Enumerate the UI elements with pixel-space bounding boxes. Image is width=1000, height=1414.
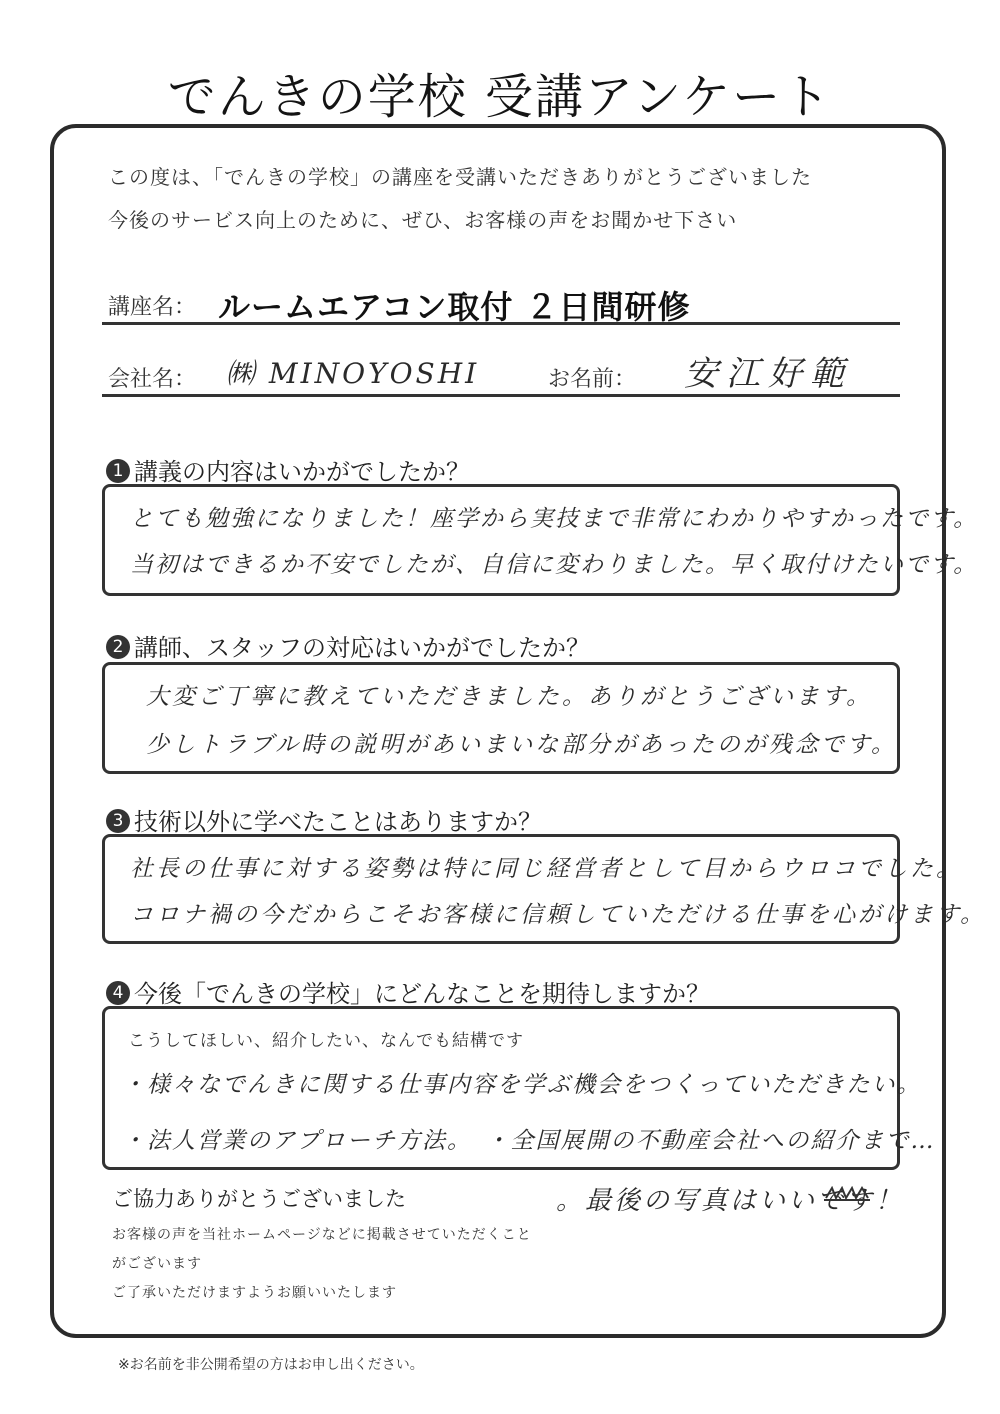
thanks-text: ご協力ありがとうございました xyxy=(112,1187,406,1211)
answer-4-line-2: ・法人営業のアプローチ方法。 ・全国展開の不動産会社への紹介まで… xyxy=(122,1128,936,1154)
question-1-heading xyxy=(106,452,470,487)
answer-2-line-1: 大変ご丁寧に教えていただきました。ありがとうございます。 xyxy=(146,684,873,710)
question-1-number: 1 xyxy=(106,459,130,483)
question-3-heading xyxy=(106,802,542,837)
question-3-text: 技術以外に学べたことはありますか？ xyxy=(134,808,542,836)
company-label: 会社名： xyxy=(108,367,197,392)
notice-line-1: お客様の声を当社ホームページなどに掲載させていただくこと xyxy=(112,1227,532,1243)
footnote: ※お名前を非公開希望の方はお申し出ください。 xyxy=(118,1357,424,1373)
notice-line-3: ご了承いただけますようお願いいたします xyxy=(112,1285,397,1301)
intro-line-1: この度は、「でんきの学校」の講座を受講いただきありがとうございました xyxy=(108,165,812,189)
page-title: でんきの学校 受講アンケート xyxy=(167,69,833,125)
answer-3-line-1: 社長の仕事に対する姿勢は特に同じ経営者として目からウロコでした。 xyxy=(130,856,962,882)
question-4-heading xyxy=(106,974,710,1009)
answer-1-line-2: 当初はできるか不安でしたが、自信に変わりました。早く取付けたいです。 xyxy=(130,552,979,578)
course-label: 講座名： xyxy=(108,295,197,320)
intro-line-2: 今後のサービス向上のために、ぜひ、お客様の声をお聞かせ下さい xyxy=(108,208,738,232)
company-underline xyxy=(102,394,900,397)
person-label: お名前： xyxy=(548,367,637,392)
question-2-heading xyxy=(106,628,590,663)
question-1-text: 講義の内容はいかがでしたか？ xyxy=(134,458,470,486)
course-name: ルームエアコン取付 ２日間研修 xyxy=(218,288,691,326)
answer-1-line-1: とても勉強になりました！座学から実技まで非常にわかりやすかったです。 xyxy=(130,506,979,532)
question-4-hint: こうしてほしい、紹介したい、なんでも結構です xyxy=(128,1031,524,1051)
handwritten-extra-note: 。最後の写真はいいです！ xyxy=(556,1186,905,1216)
question-4-number: 4 xyxy=(106,981,130,1005)
notice-line-2: がございます xyxy=(112,1256,202,1272)
person-name-value: 安江好範 xyxy=(684,354,852,394)
course-underline xyxy=(102,322,900,325)
scribble-mark xyxy=(824,1186,870,1202)
question-2-text: 講師、スタッフの対応はいかがでしたか？ xyxy=(134,634,590,662)
answer-4-line-1: ・様々なでんきに関する仕事内容を学ぶ機会をつくっていただきたい。 xyxy=(122,1072,922,1098)
question-4-text: 今後「でんきの学校」にどんなことを期待しますか？ xyxy=(134,980,710,1008)
answer-2-line-2: 少しトラブル時の説明があいまいな部分があったのが残念です。 xyxy=(146,732,898,758)
question-3-number: 3 xyxy=(106,809,130,833)
answer-3-line-2: コロナ禍の今だからこそお客様に信頼していただける仕事を心がけます。 xyxy=(130,902,987,928)
company-name-value: ㈱ MINOYOSHI xyxy=(226,357,480,390)
question-2-number: 2 xyxy=(106,635,130,659)
